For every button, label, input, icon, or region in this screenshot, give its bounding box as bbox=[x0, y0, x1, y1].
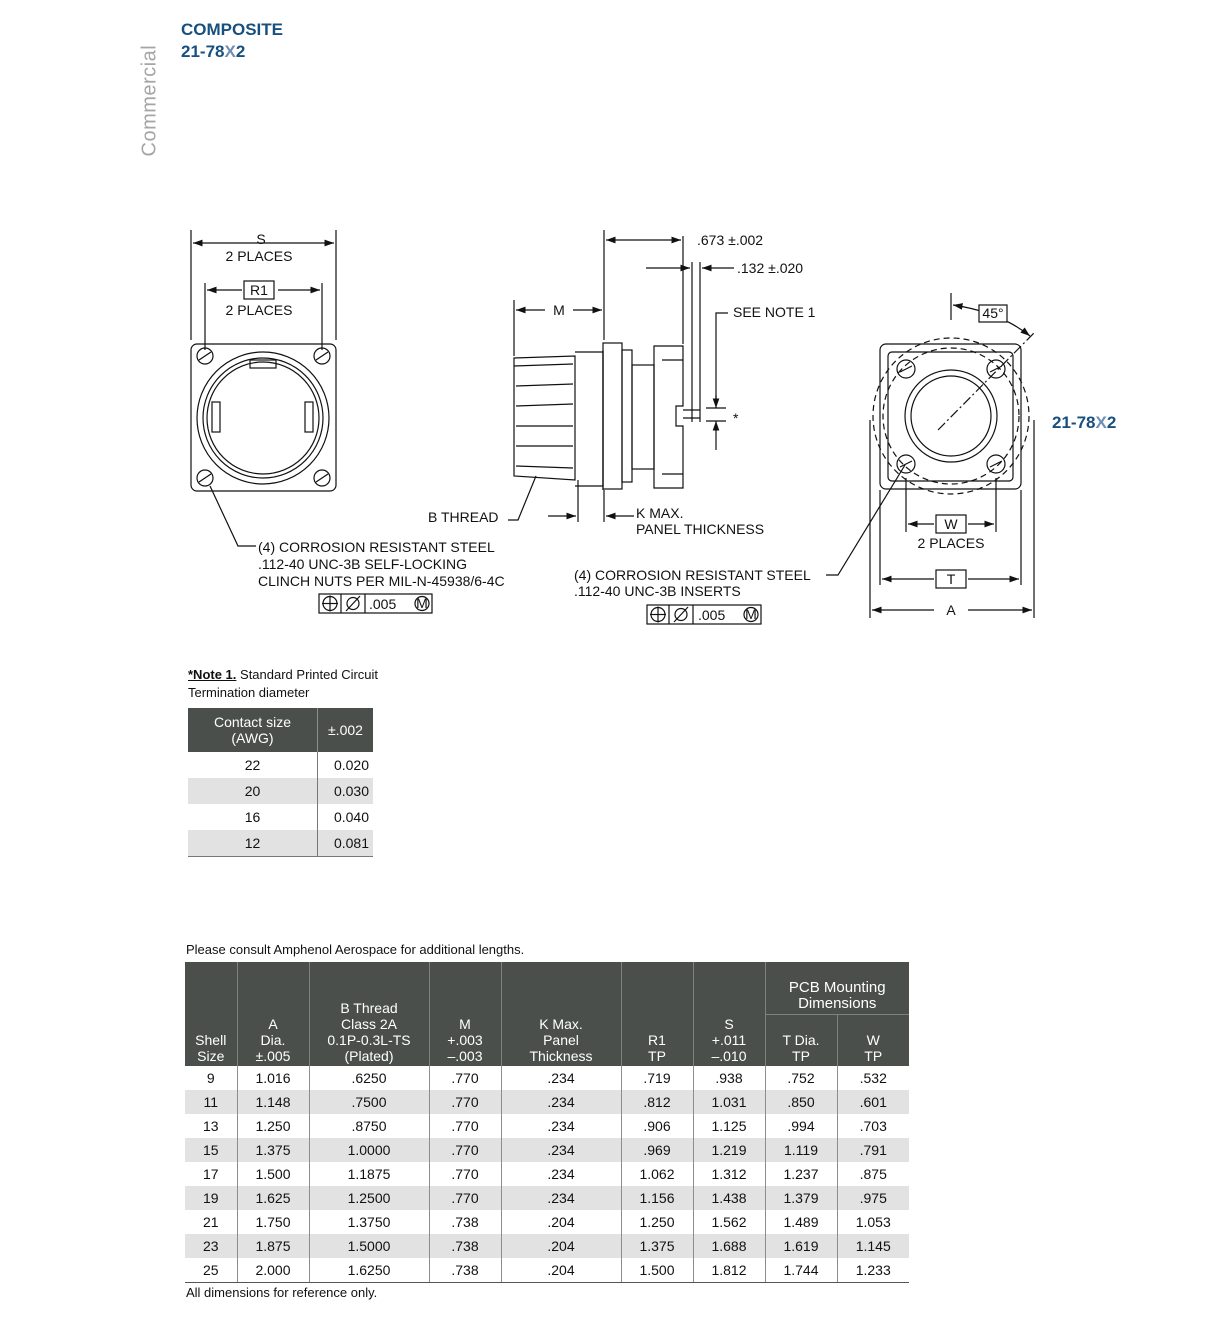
side-part-prefix: 21-78 bbox=[1052, 413, 1096, 432]
table-cell: 1.875 bbox=[237, 1234, 309, 1258]
table-cell: 1.250 bbox=[621, 1210, 693, 1234]
col-s: S +.011 –.010 bbox=[693, 962, 765, 1066]
table-cell: 20 bbox=[188, 778, 317, 804]
table-cell: 0.040 bbox=[333, 809, 369, 825]
page-title: COMPOSITE bbox=[181, 20, 284, 39]
table-row bbox=[185, 1186, 909, 1210]
table-cell: 1.744 bbox=[765, 1258, 837, 1283]
table-cell: 1.500 bbox=[237, 1162, 309, 1186]
table-cell: .994 bbox=[765, 1114, 837, 1138]
table-cell: 17 bbox=[202, 1166, 219, 1182]
table-row bbox=[185, 1162, 909, 1186]
col-a-dia: A Dia. ±.005 bbox=[237, 962, 309, 1066]
see-note-1: SEE NOTE 1 bbox=[733, 304, 816, 320]
angle-45: 45° bbox=[982, 305, 1004, 321]
table-cell: .875 bbox=[837, 1162, 909, 1186]
w-label: W bbox=[944, 516, 958, 532]
note-1-text-b: Termination diameter bbox=[188, 685, 310, 700]
table-cell: .234 bbox=[501, 1090, 621, 1114]
table-cell: 19 bbox=[185, 1186, 237, 1210]
table-cell: .752 bbox=[765, 1066, 837, 1090]
table-cell: .234 bbox=[501, 1066, 621, 1090]
table-cell: 1.125 bbox=[693, 1114, 765, 1138]
rear-view bbox=[826, 293, 1034, 618]
table-cell: 1.312 bbox=[693, 1162, 765, 1186]
table-cell: 1.145 bbox=[837, 1234, 909, 1258]
table-cell: .812 bbox=[621, 1090, 693, 1114]
table-cell: .738 bbox=[429, 1234, 501, 1258]
table-row bbox=[188, 778, 373, 804]
clinch-note-line3: CLINCH NUTS PER MIL-N-45938/6-4C bbox=[258, 573, 505, 589]
table-row bbox=[185, 1114, 909, 1138]
tolerance-right-m: M bbox=[745, 606, 757, 622]
table-cell: .906 bbox=[621, 1114, 693, 1138]
col-shell-size: Shell Size bbox=[185, 962, 237, 1066]
a-label: A bbox=[946, 602, 956, 618]
table-cell: 1.619 bbox=[765, 1234, 837, 1258]
table-cell: 1.119 bbox=[765, 1138, 837, 1162]
table-cell: .938 bbox=[693, 1066, 765, 1090]
tolerance-left-m: M bbox=[416, 595, 428, 611]
table-cell: 1.053 bbox=[837, 1210, 909, 1234]
table-cell: 1.233 bbox=[837, 1258, 909, 1283]
table-cell: .204 bbox=[501, 1210, 621, 1234]
table-cell: 1.250 bbox=[237, 1114, 309, 1138]
table-cell: 2.000 bbox=[237, 1258, 309, 1283]
dim-132: .132 ±.020 bbox=[737, 260, 804, 276]
col-tolerance: ±.002 bbox=[317, 708, 373, 752]
table-cell: 1.375 bbox=[237, 1138, 309, 1162]
consult-note: Please consult Amphenol Aerospace for additional lengths. bbox=[186, 942, 525, 957]
col-group-pcb-mounting: PCB Mounting Dimensions bbox=[765, 962, 909, 1014]
table-cell: 9 bbox=[206, 1070, 215, 1086]
m-label: M bbox=[553, 302, 565, 318]
table-cell: 1.438 bbox=[693, 1186, 765, 1210]
technical-drawing bbox=[0, 0, 1224, 660]
col-m: M +.003 –.003 bbox=[429, 962, 501, 1066]
table-cell: 1.375 bbox=[621, 1234, 693, 1258]
r1-places: 2 PLACES bbox=[225, 302, 293, 318]
table-cell: 0.081 bbox=[317, 830, 373, 857]
table-cell: 1.1875 bbox=[309, 1162, 429, 1186]
asterisk: * bbox=[733, 410, 739, 426]
table-row bbox=[185, 1066, 909, 1090]
table-cell: .234 bbox=[501, 1114, 621, 1138]
table-cell: 1.219 bbox=[693, 1138, 765, 1162]
b-thread-label: B THREAD bbox=[428, 509, 499, 525]
table-row bbox=[185, 1090, 909, 1114]
t-label: T bbox=[946, 571, 956, 587]
table-cell: 25 bbox=[185, 1258, 237, 1283]
part-prefix: 21-78 bbox=[181, 42, 225, 61]
table-cell: 1.750 bbox=[237, 1210, 309, 1234]
w-places: 2 PLACES bbox=[917, 535, 985, 551]
table-cell: .850 bbox=[765, 1090, 837, 1114]
table-cell: 0.020 bbox=[333, 757, 369, 773]
table-cell: .204 bbox=[501, 1258, 621, 1283]
dimensions-table bbox=[185, 962, 909, 1283]
table-cell: 1.237 bbox=[765, 1162, 837, 1186]
table-cell: .770 bbox=[429, 1138, 501, 1162]
table-cell: .204 bbox=[501, 1234, 621, 1258]
table-cell: .969 bbox=[621, 1138, 693, 1162]
table-cell: 13 bbox=[202, 1118, 219, 1134]
clinch-nut-icon bbox=[314, 470, 330, 486]
table-cell: 1.688 bbox=[693, 1234, 765, 1258]
col-w: W TP bbox=[837, 1014, 909, 1066]
tolerance-right: .005 bbox=[698, 607, 726, 623]
insert-note-line2: .112-40 UNC-3B INSERTS bbox=[574, 583, 741, 599]
table-cell: .234 bbox=[501, 1186, 621, 1210]
drawing-labels bbox=[226, 231, 1004, 623]
note-1 bbox=[188, 666, 378, 702]
table-cell: 1.2500 bbox=[309, 1186, 429, 1210]
part-suffix: 2 bbox=[235, 42, 246, 61]
table-row bbox=[185, 1138, 909, 1162]
table-row bbox=[188, 830, 373, 857]
table-cell: .719 bbox=[621, 1066, 693, 1090]
table-cell: 16 bbox=[188, 804, 317, 830]
table-cell: 1.148 bbox=[237, 1090, 309, 1114]
table-cell: .770 bbox=[429, 1186, 501, 1210]
col-t-dia: T Dia. TP bbox=[765, 1014, 837, 1066]
clinch-nut-icon bbox=[197, 348, 213, 364]
side-part-x: X bbox=[1095, 413, 1107, 432]
col-b-thread: B Thread Class 2A 0.1P-0.3L-TS (Plated) bbox=[309, 962, 429, 1066]
table-cell: .770 bbox=[429, 1114, 501, 1138]
side-view bbox=[508, 230, 764, 624]
note-1-label: *Note 1. bbox=[188, 667, 237, 682]
r1-label: R1 bbox=[250, 282, 268, 298]
insert-note-line1: (4) CORROSION RESISTANT STEEL bbox=[574, 567, 811, 583]
col-contact-size: Contact size (AWG) bbox=[188, 708, 317, 752]
table-cell: .791 bbox=[837, 1138, 909, 1162]
table-cell: 11 bbox=[185, 1090, 237, 1114]
footnote: All dimensions for reference only. bbox=[186, 1285, 378, 1300]
table-cell: 23 bbox=[185, 1234, 237, 1258]
table-cell: .770 bbox=[429, 1066, 501, 1090]
table-cell: 1.031 bbox=[693, 1090, 765, 1114]
table-cell: .770 bbox=[429, 1090, 501, 1114]
table-cell: 1.3750 bbox=[309, 1210, 429, 1234]
panel-thickness-label: PANEL THICKNESS bbox=[636, 521, 765, 537]
table-cell: 1.156 bbox=[621, 1186, 693, 1210]
table-cell: 15 bbox=[185, 1138, 237, 1162]
table-cell: 1.0000 bbox=[309, 1138, 429, 1162]
table-cell: 1.5000 bbox=[309, 1234, 429, 1258]
tolerance-left: .005 bbox=[369, 596, 397, 612]
clinch-nut-icon bbox=[197, 470, 213, 486]
table-cell: .738 bbox=[429, 1210, 501, 1234]
table-cell: .532 bbox=[837, 1066, 909, 1090]
table-cell: .234 bbox=[501, 1162, 621, 1186]
dim-673: .673 ±.002 bbox=[697, 232, 764, 248]
clinch-nut-icon bbox=[314, 348, 330, 364]
table-row bbox=[185, 1210, 909, 1234]
table-cell: .601 bbox=[837, 1090, 909, 1114]
table-cell: 1.6250 bbox=[309, 1258, 429, 1283]
clinch-note-line2: .112-40 UNC-3B SELF-LOCKING bbox=[258, 556, 468, 572]
note-1-text-a: Standard Printed Circuit bbox=[236, 667, 379, 682]
table-cell: 1.562 bbox=[693, 1210, 765, 1234]
table-cell: 1.489 bbox=[765, 1210, 837, 1234]
clinch-note-line1: (4) CORROSION RESISTANT STEEL bbox=[258, 539, 495, 555]
table-cell: 1.016 bbox=[237, 1066, 309, 1090]
section-tab-commercial: Commercial bbox=[138, 44, 161, 157]
table-row bbox=[188, 752, 373, 778]
table-row bbox=[185, 1234, 909, 1258]
table-cell: 21 bbox=[202, 1214, 219, 1230]
table-cell: 0.030 bbox=[317, 778, 373, 804]
table-cell: 1.812 bbox=[693, 1258, 765, 1283]
table-cell: .8750 bbox=[309, 1114, 429, 1138]
s-label: S bbox=[256, 231, 266, 247]
col-k-max: K Max. Panel Thickness bbox=[501, 962, 621, 1066]
table-cell: .770 bbox=[429, 1162, 501, 1186]
col-r1: R1 TP bbox=[621, 962, 693, 1066]
side-part-suffix: 2 bbox=[1106, 413, 1117, 432]
table-cell: 1.062 bbox=[621, 1162, 693, 1186]
part-variable-x: X bbox=[224, 42, 236, 61]
table-cell: .6250 bbox=[309, 1066, 429, 1090]
table-cell: 1.625 bbox=[237, 1186, 309, 1210]
table-row bbox=[185, 1258, 909, 1283]
table-row bbox=[188, 804, 373, 830]
table-cell: 1.500 bbox=[621, 1258, 693, 1283]
table-cell: .234 bbox=[501, 1138, 621, 1162]
k-max-label: K MAX. bbox=[636, 505, 684, 521]
table-cell: .7500 bbox=[309, 1090, 429, 1114]
s-places: 2 PLACES bbox=[225, 248, 293, 264]
table-cell: 12 bbox=[188, 830, 317, 857]
table-cell: 22 bbox=[188, 752, 317, 778]
table-cell: .703 bbox=[837, 1114, 909, 1138]
table-cell: .975 bbox=[837, 1186, 909, 1210]
table-cell: 1.379 bbox=[765, 1186, 837, 1210]
table-cell: .738 bbox=[429, 1258, 501, 1283]
termination-diameter-table bbox=[188, 708, 373, 857]
